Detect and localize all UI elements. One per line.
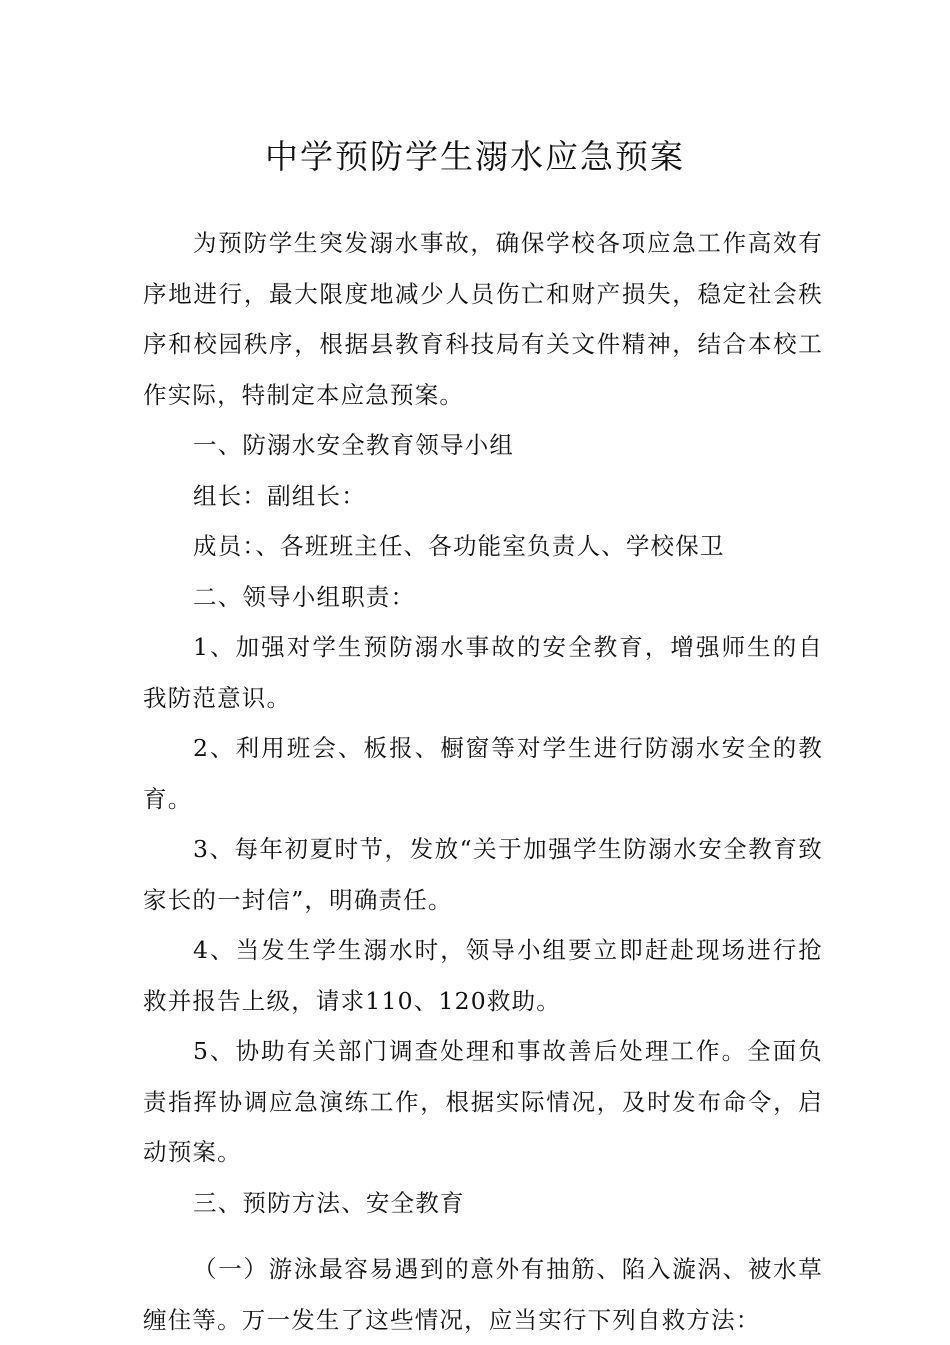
document-body: [143, 218, 823, 1345]
paragraph-group-members: 成员：、各班班主任、各功能室负责人、学校保卫: [193, 532, 725, 560]
section-heading-leadership-group: 一、防溺水安全教育领导小组: [193, 431, 515, 459]
list-item-responsibility-5: 5、协助有关部门调查处理和事故善后处理工作。全面负责指挥协调应急演练工作，根据实际情况，及时发布命令，启动预案。: [143, 1037, 823, 1166]
document-title: 中学预防学生溺水应急预案: [265, 137, 685, 176]
section-heading-responsibilities: 二、领导小组职责：: [193, 582, 416, 611]
paragraph-self-rescue: （一）游泳最容易遇到的意外有抽筋、陷入漩涡、被水草缠住等。万一发生了这些情况，应当实行下列自救方法：: [143, 1255, 823, 1334]
paragraph-group-leaders: 组长：副组长：: [193, 481, 366, 510]
list-item-responsibility-4: 4、当发生学生溺水时，领导小组要立即赶赴现场进行抢救并报告上级，请求110、120救助。: [143, 936, 823, 1015]
list-item-responsibility-3: 3、每年初夏时节，发放“关于加强学生防溺水安全教育致家长的一封信”，明确责任。: [143, 835, 823, 914]
list-item-responsibility-1: 1、加强对学生预防溺水事故的安全教育，增强师生的自我防范意识。: [143, 633, 823, 712]
section-heading-prevention: 三、预防方法、安全教育: [193, 1188, 465, 1217]
paragraph-intro: 为预防学生突发溺水事故，确保学校各项应急工作高效有序地进行，最大限度地减少人员伤亡和财产损失，稳定社会秩序和校园秩序，根据县教育科技局有关文件精神，结合本校工作实际，特制定本应急预案。: [143, 229, 823, 409]
list-item-responsibility-2: 2、利用班会、板报、橱窗等对学生进行防溺水安全的教育。: [143, 734, 823, 813]
